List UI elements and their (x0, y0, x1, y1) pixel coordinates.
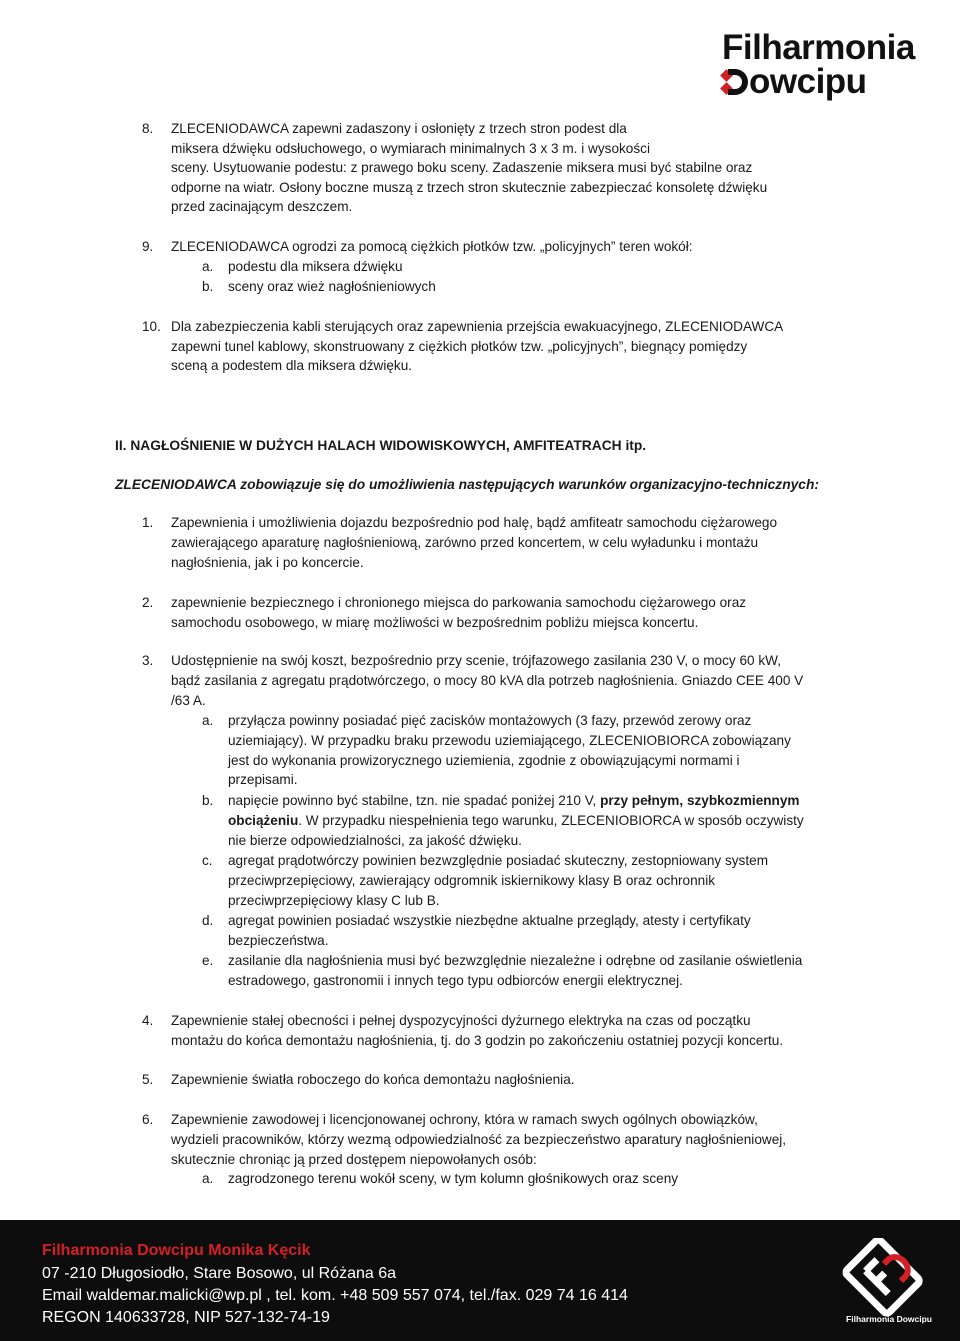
sub-line: nie bierze odpowiedzialności, za jakość dźwięku. (228, 832, 522, 848)
sub-text-bold: obciążeniu (228, 812, 299, 828)
item-line: sceną a podestem dla miksera dźwięku. (171, 358, 413, 373)
item-number: 6. (142, 1112, 154, 1127)
fd-logo-caption: Filharmonia Dowcipu (846, 1314, 932, 1324)
item-line: przed zacinającym deszczem. (171, 199, 353, 214)
sub-text: napięcie powinno być stabilne, tzn. nie spadać poniżej 210 V, (228, 793, 601, 808)
item-line: miksera dźwięku odsłuchowego, o wymiarach minimalnych 3 x 3 m. i wysokości (171, 140, 650, 156)
logo-line1: Filharmonia (722, 28, 915, 67)
item-line: bądź zasilania z agregatu prądotwórczego, o mocy 80 kVA dla potrzeb nagłośnienia. Gniazdo CEE 400 V (171, 673, 804, 688)
footer-regon: REGON 140633728, NIP 527-132-74-19 (42, 1309, 330, 1326)
sub-letter: d. (202, 913, 214, 928)
sub-line: estradowego, gastronomii i innych tego typu odbiorców energii elektrycznej. (228, 972, 683, 988)
sub-letter: a. (202, 259, 214, 274)
item-line: nagłośnienia, jak i po koncercie. (171, 555, 364, 570)
sub-line (228, 791, 848, 811)
item-number: 8. (142, 121, 154, 136)
sub-text: sceny oraz wież nagłośnieniowych (228, 279, 436, 294)
item-line: Zapewnienie zawodowej i licencjonowanej ochrony, która w ramach swych ogólnych obowiązków, (171, 1112, 758, 1127)
item-line: zawierającego aparaturę nagłośnieniową, zarówno przed koncertem, w celu wyładunku i montażu (171, 535, 759, 550)
item-line: /63 A. (171, 693, 206, 708)
logo-word2: owcipu (749, 62, 867, 101)
sub-letter: e. (202, 953, 214, 968)
page-footer (0, 1220, 960, 1341)
section-heading: II. NAGŁOŚNIENIE W DUŻYCH HALACH WIDOWISKOWYCH, AMFITEATRACH itp. (115, 438, 647, 453)
item-number: 1. (142, 515, 154, 530)
item-number: 2. (142, 595, 154, 610)
sub-text-bold: przy pełnym, szybkozmiennym (600, 793, 800, 808)
item-line: ZLECENIODAWCA zapewni zadaszony i osłonięty z trzech stron podest dla (171, 121, 627, 136)
footer-contact: Email waldemar.malicki@wp.pl , tel. kom. +48 509 557 074, tel./fax. 029 74 16 414 (42, 1287, 628, 1304)
item-number: 9. (142, 239, 154, 254)
footer-company-name: Filharmonia Dowcipu Monika Kęcik (42, 1242, 311, 1259)
item-line: Zapewnienia i umożliwienia dojazdu bezpośrednio pod halę, bądź amfiteatr samochodu ciężarowego (171, 515, 778, 530)
item-line: zapewnienie bezpiecznego i chronionego miejsca do parkowania samochodu ciężarowego oraz (171, 595, 747, 610)
section-intro: ZLECENIODAWCA zobowiązuje się do umożliwienia następujących warunków organizacyjno-technicznych: (115, 477, 820, 492)
item-line: Zapewnienie światła roboczego do końca demontażu nagłośnienia. (171, 1072, 575, 1087)
logo-d-mark-icon (722, 67, 748, 97)
sub-line: agregat powinien posiadać wszystkie niezbędne aktualne przeglądy, atesty i certyfikaty (228, 913, 751, 928)
sub-line: agregat prądotwórczy powinien bezwzględnie posiadać skuteczny, zestopniowany system (228, 853, 769, 868)
sub-line: przeciwprzepięciowy, zawierający odgromnik iskiernikowy klasy B oraz ochronnik (228, 872, 716, 888)
item-number: 3. (142, 653, 154, 668)
item-line: ZLECENIODAWCA ogrodzi za pomocą ciężkich płotków tzw. „policyjnych” teren wokół: (171, 239, 693, 254)
item-line: zapewni tunel kablowy, skonstruowany z ciężkich płotków tzw. „policyjnych”, biegnący pomiędzy (171, 338, 748, 354)
item-line: montażu do końca demontażu nagłośnienia, tj. do 3 godzin po zakończeniu ostatniej pozycji koncertu. (171, 1033, 784, 1048)
item-number: 4. (142, 1013, 154, 1028)
item-line: skutecznie chroniąc ją przed dostępem niepowołanych osób: (171, 1152, 537, 1167)
sub-letter: a. (202, 1171, 214, 1186)
item-line: Dla zabezpieczenia kabli sterujących oraz zapewnienia przejścia ewakuacyjnego, ZLECENIODAWCA (171, 319, 784, 334)
item-line: sceny. Usytuowanie podestu: z prawego boku sceny. Zadaszenie miksera musi być stabilne oraz (171, 160, 753, 175)
footer-address: 07 -210 Długosiodło, Stare Bosowo, ul Różana 6a (42, 1265, 396, 1282)
sub-text: . W przypadku niespełnienia tego warunku, ZLECENIOBIORCA w sposób oczywisty (298, 812, 804, 828)
sub-line: przepisami. (228, 772, 298, 788)
item-line: Zapewnienie stałej obecności i pełnej dyspozycyjności dyżurnego elektryka na czas od początku (171, 1013, 751, 1028)
sub-line: bezpieczeństwa. (228, 932, 329, 948)
sub-letter: c. (202, 853, 213, 868)
sub-text: podestu dla miksera dźwięku (228, 259, 403, 274)
brand-logo (722, 30, 922, 99)
sub-line: jest do wykonania prowizorycznego uziemienia, zgodnie z obowiązującymi normami i (228, 752, 740, 768)
item-line: odporne na wiatr. Osłony boczne muszą z trzech stron skutecznie zabezpieczać konsoletę dźwięku (171, 179, 768, 195)
sub-line: przyłącza powinny posiadać pięć zacisków montażowych (3 fazy, przewód zerowy oraz (228, 713, 752, 728)
sub-text: zagrodzonego terenu wokół sceny, w tym kolumn głośnikowych oraz sceny (228, 1171, 679, 1186)
item-number: 10. (142, 319, 161, 334)
sub-letter: a. (202, 713, 214, 728)
item-line: wydzieli pracowników, którzy wezmą odpowiedzialność za bezpieczeństwo aparatury nagłośnieniowej, (171, 1132, 787, 1147)
sub-line (228, 811, 848, 831)
sub-letter: b. (202, 279, 214, 294)
item-line: Udostępnienie na swój koszt, bezpośrednio przy scenie, trójfazowego zasilania 230 V, o mocy 60 kW, (171, 653, 782, 668)
sub-line: przeciwprzepięciowy klasy C lub B. (228, 892, 440, 908)
item-line: samochodu osobowego, w miarę możliwości w bezpośrednim pobliżu miejsca koncertu. (171, 615, 699, 630)
logo-line2 (722, 64, 922, 99)
sub-letter: b. (202, 793, 214, 808)
item-number: 5. (142, 1072, 154, 1087)
sub-line: zasilanie dla nagłośnienia musi być bezwzględnie niezależne i odrębne od zasilanie oświetlenia (228, 953, 803, 968)
sub-line: uziemiający). W przypadku braku przewodu uziemiającego, ZLECENIOBIORCA zobowiązany (228, 732, 791, 748)
